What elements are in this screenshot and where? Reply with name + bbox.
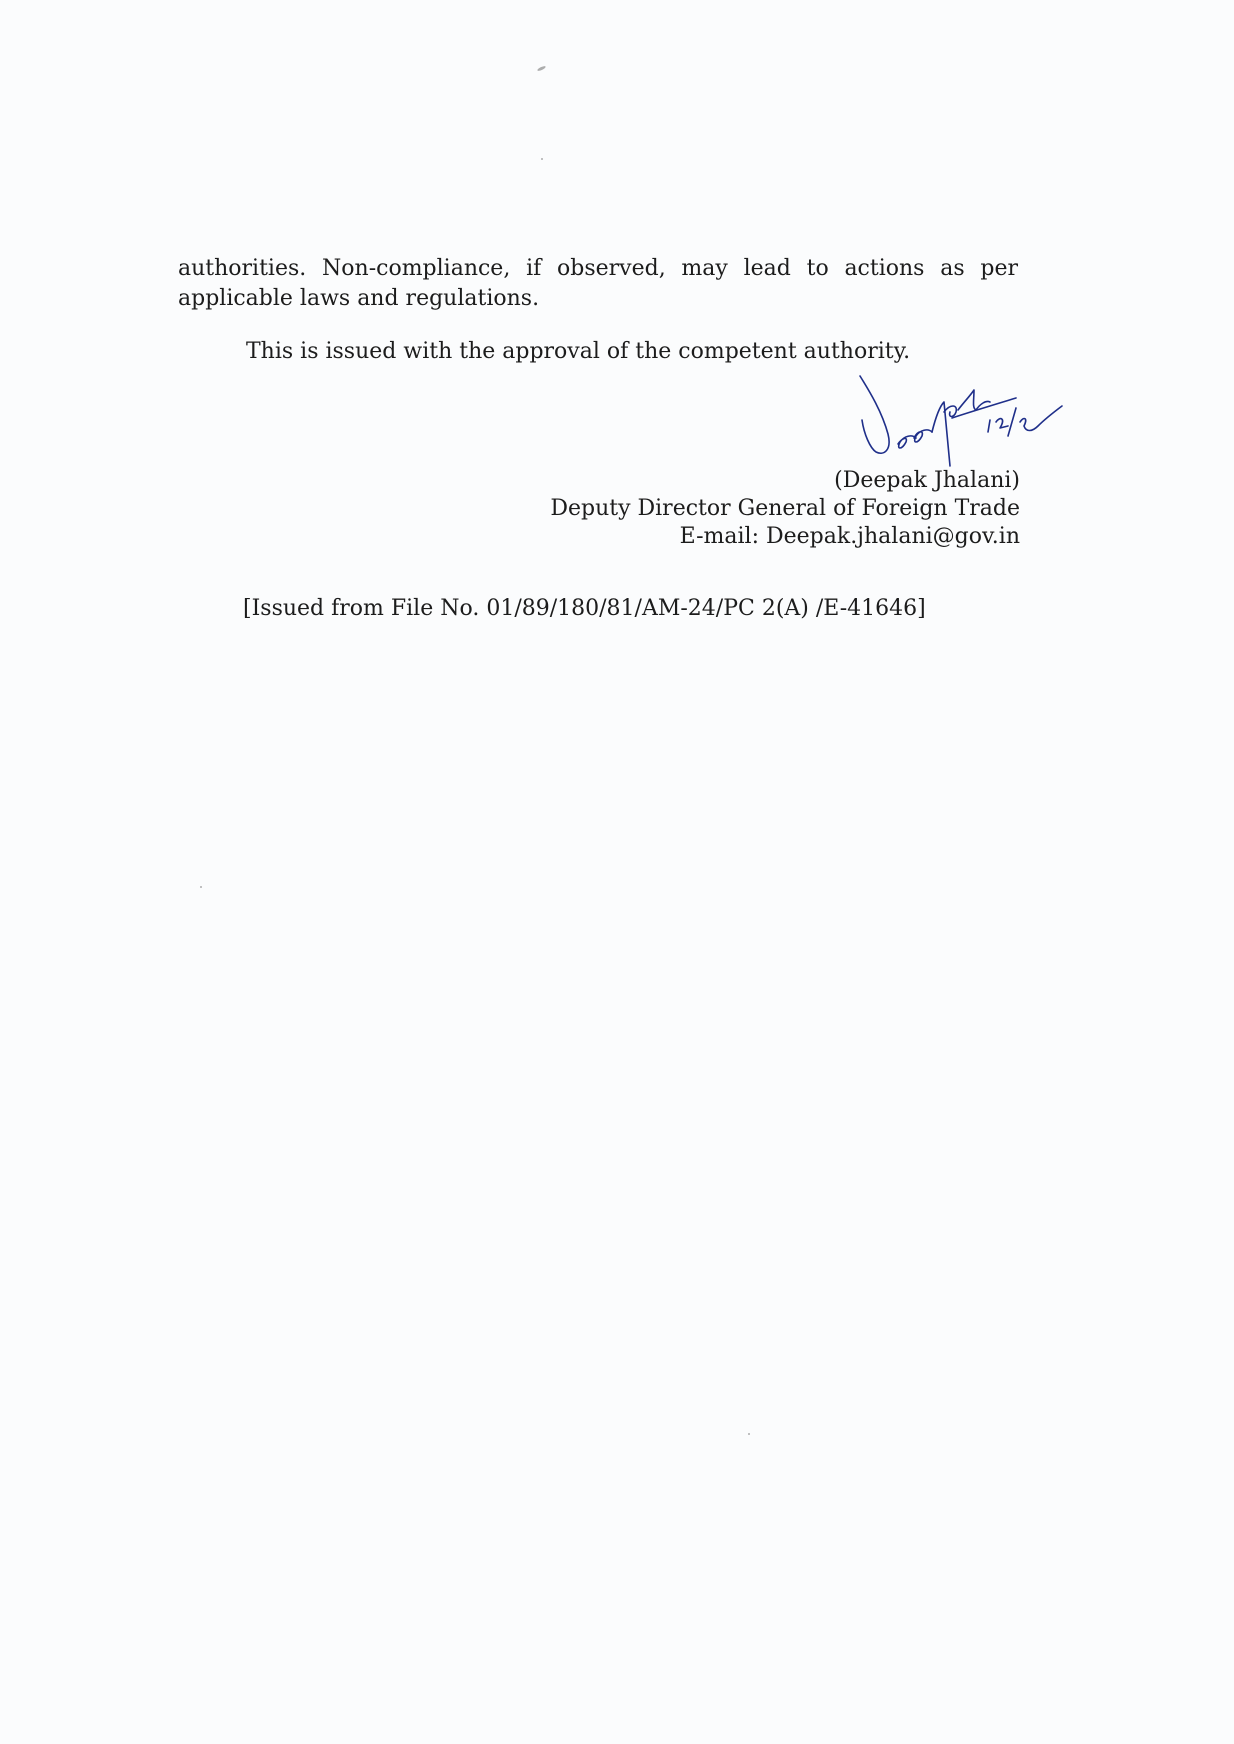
file-reference: [Issued from File No. 01/89/180/81/AM-24/PC 2(A) /E-41646] (243, 596, 926, 621)
signatory-block (550, 467, 1020, 551)
paragraph-continued: authorities. Non-compliance, if observed, may lead to actions as per applicable laws and regulations. (178, 256, 1018, 311)
scan-speck (200, 886, 202, 888)
scan-speck (748, 1433, 750, 1435)
handwritten-signature (840, 372, 1080, 482)
signatory-name: (Deepak Jhalani) (834, 468, 1020, 493)
paragraph-approval: This is issued with the approval of the competent authority. (246, 339, 911, 364)
scan-mark (537, 65, 546, 72)
signatory-designation: Deputy Director General of Foreign Trade (550, 496, 1020, 521)
scan-speck (541, 158, 543, 160)
signatory-email: E-mail: Deepak.jhalani@gov.in (679, 524, 1020, 549)
